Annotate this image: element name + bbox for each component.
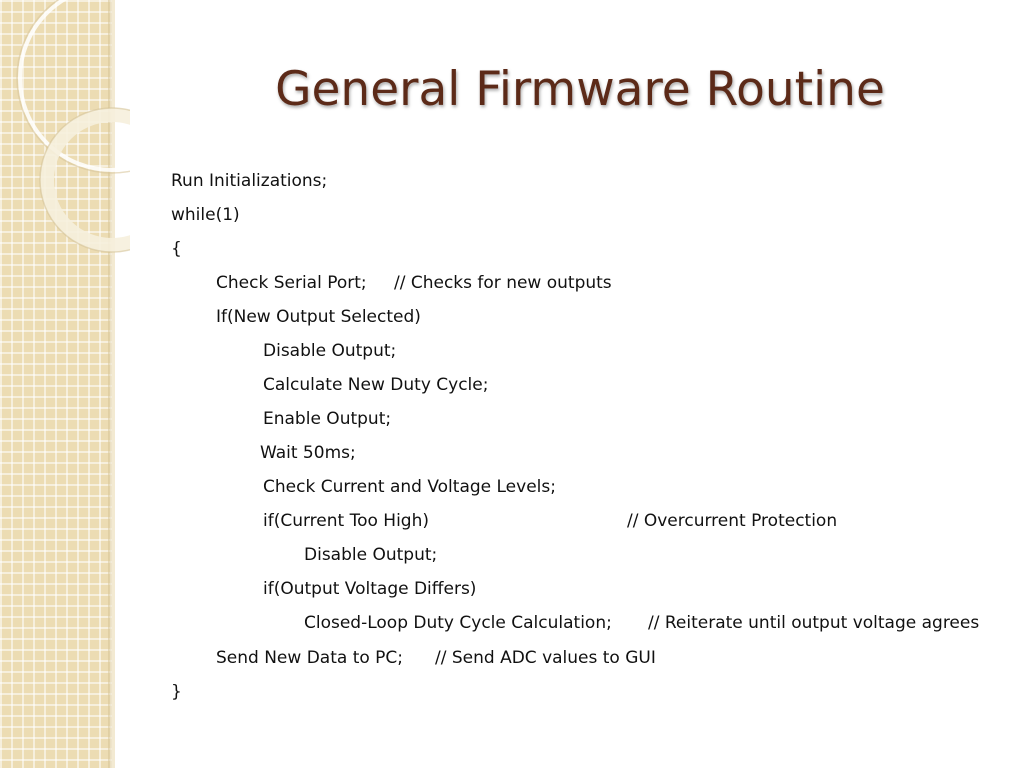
decorative-small-ring bbox=[47, 115, 130, 245]
code-comment-15: // Send ADC values to GUI bbox=[435, 648, 656, 668]
code-line-5: If(New Output Selected) bbox=[216, 307, 421, 327]
code-line-11: if(Current Too High) bbox=[263, 511, 429, 531]
code-comment-11: // Overcurrent Protection bbox=[627, 511, 838, 531]
code-comment-14: // Reiterate until output voltage agrees bbox=[648, 613, 980, 633]
code-line-13: if(Output Voltage Differs) bbox=[263, 579, 477, 599]
code-line-16: } bbox=[171, 682, 182, 702]
code-line-12: Disable Output; bbox=[304, 545, 438, 565]
code-line-6: Disable Output; bbox=[263, 341, 397, 361]
decorative-circles bbox=[0, 0, 130, 260]
code-comment-4: // Checks for new outputs bbox=[394, 273, 612, 293]
code-line-9: Wait 50ms; bbox=[260, 443, 356, 463]
slide-title: General Firmware Routine bbox=[275, 62, 885, 117]
code-line-8: Enable Output; bbox=[263, 409, 392, 429]
code-line-7: Calculate New Duty Cycle; bbox=[263, 375, 489, 395]
code-line-14: Closed-Loop Duty Cycle Calculation; bbox=[304, 613, 612, 633]
code-line-10: Check Current and Voltage Levels; bbox=[263, 477, 556, 497]
decorative-large-circle bbox=[20, 0, 130, 170]
code-line-2: while(1) bbox=[171, 205, 240, 225]
code-line-3: { bbox=[171, 239, 182, 259]
code-line-4: Check Serial Port; bbox=[216, 273, 367, 293]
code-line-1: Run Initializations; bbox=[171, 171, 328, 191]
code-line-15: Send New Data to PC; bbox=[216, 648, 404, 668]
